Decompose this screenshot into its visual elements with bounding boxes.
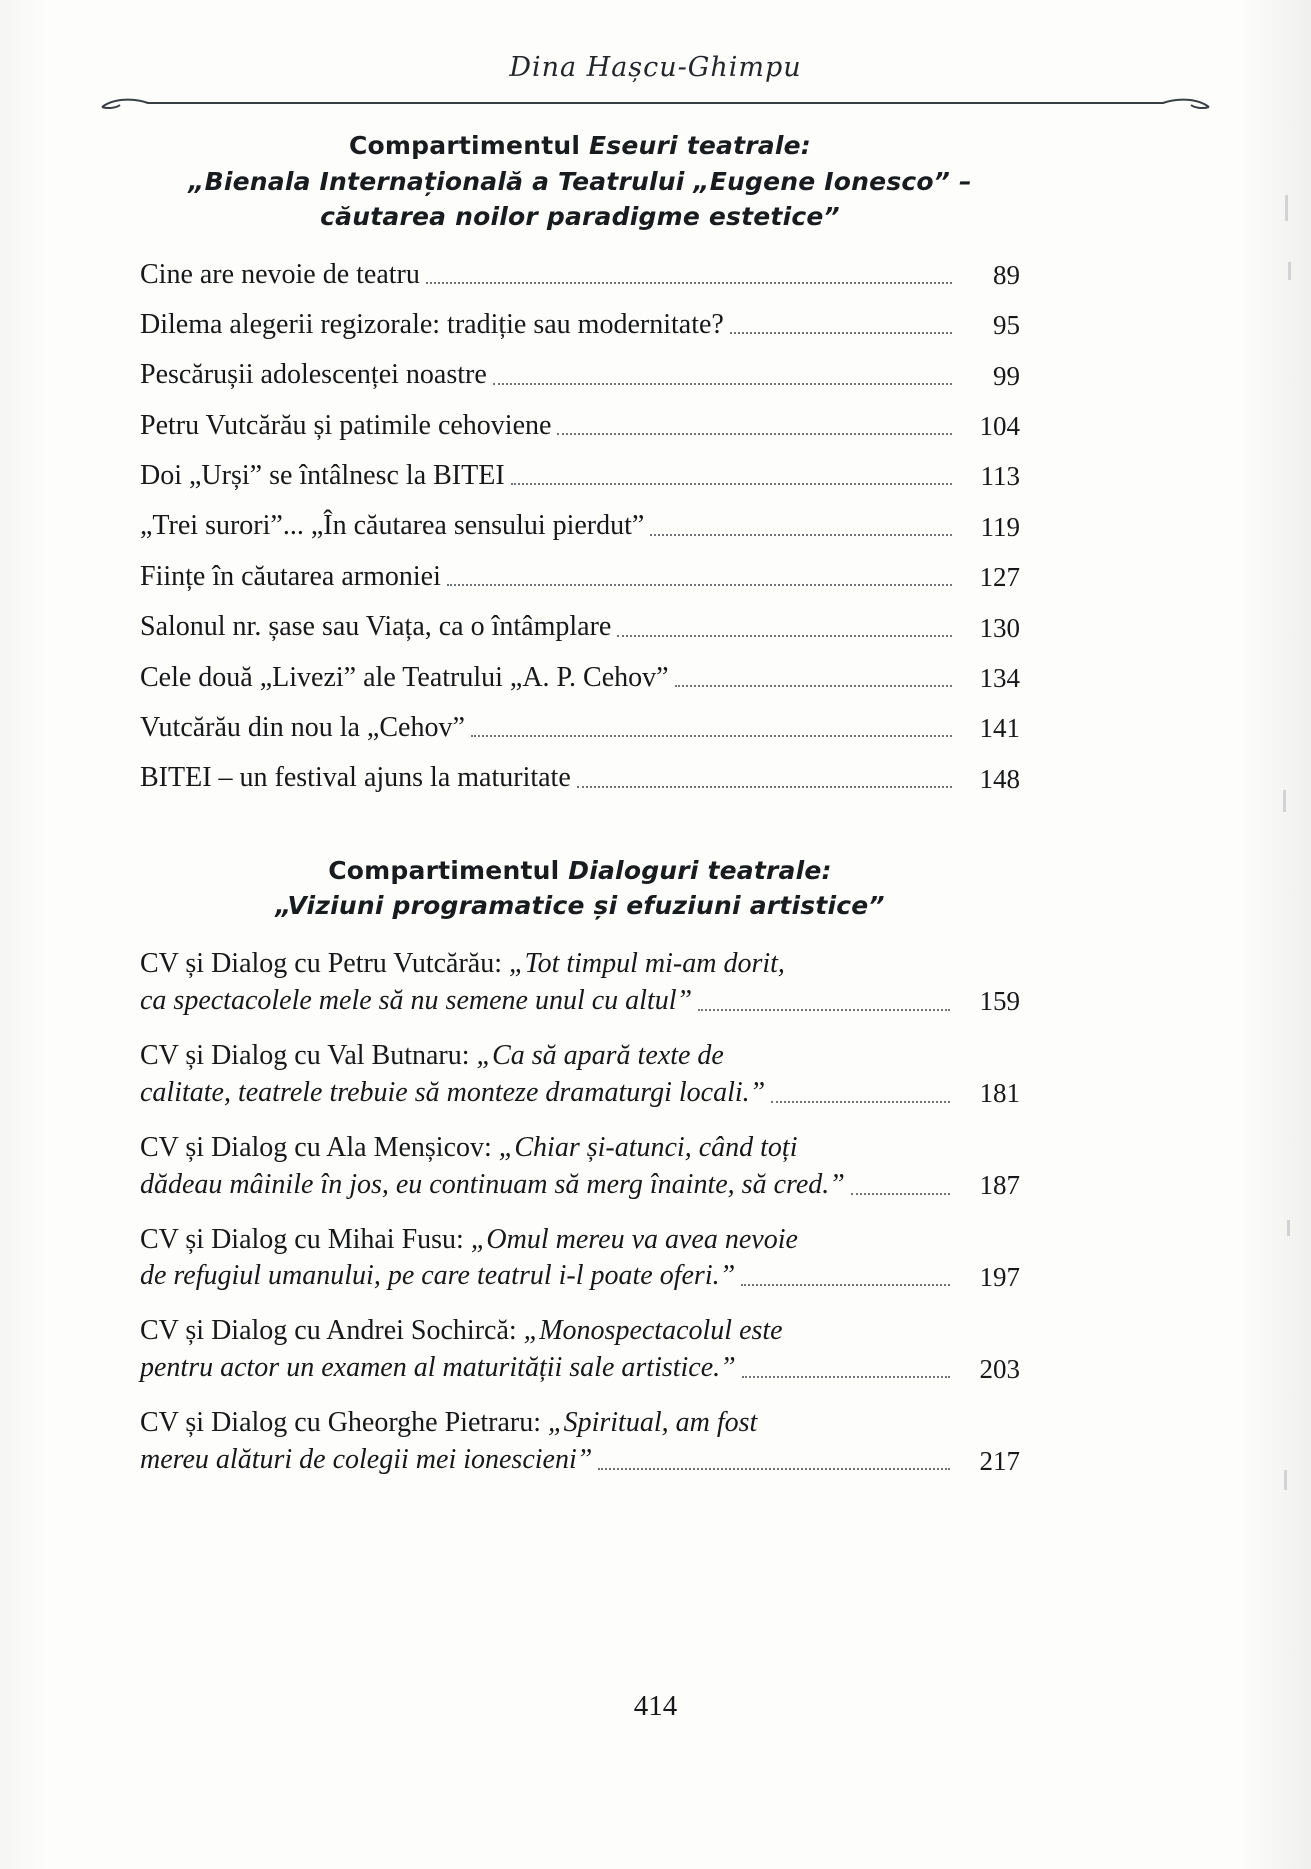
- toc-entry-title: Doi „Urși” se întâlnesc la BITEI: [140, 460, 505, 492]
- scan-artifact: [1283, 790, 1286, 812]
- toc-entry[interactable]: [140, 1222, 1020, 1296]
- toc-entry-label: CV și Dialog cu Val Butnaru:: [140, 1039, 477, 1071]
- toc-leader-dots: [426, 281, 952, 284]
- toc-entry[interactable]: [140, 307, 1020, 343]
- toc-entry[interactable]: [140, 357, 1020, 393]
- toc-leader-dots: [511, 482, 952, 485]
- toc-entry-line-2: [140, 1075, 1020, 1112]
- toc-entry-quote-part-1: „Ca să apară texte de: [476, 1039, 724, 1071]
- toc-entry-page: 127: [979, 562, 1020, 593]
- toc-entry-line-1: [140, 1313, 1020, 1350]
- toc-entry[interactable]: [140, 609, 1020, 645]
- toc-entry-quote-part-1: „Chiar și-atunci, când toți: [498, 1131, 798, 1163]
- toc-entry[interactable]: [140, 760, 1020, 796]
- toc-entry-page: 187: [979, 1169, 1020, 1200]
- toc-entry-page: 113: [980, 461, 1020, 492]
- toc-entry[interactable]: [140, 1130, 1020, 1204]
- section-heading-dialoguri: [140, 853, 1020, 924]
- header-ornament-rule: [100, 96, 1211, 110]
- toc-entry-quote-part-2: pentru actor un examen al maturității sale artistice.”: [140, 1352, 736, 1384]
- toc-entry-quote-part-2: ca spectacolele mele să nu semene unul cu altul”: [140, 984, 693, 1016]
- toc-leader-dots: [771, 1100, 950, 1103]
- toc-entry-line-1: [140, 1130, 1020, 1167]
- ornament-swash-icon: [100, 96, 1211, 110]
- toc-entry-title: Salonul nr. șase sau Viața, ca o întâmplare: [140, 611, 612, 643]
- toc-entry-page: 197: [979, 1261, 1020, 1292]
- toc-leader-dots: [741, 1283, 950, 1286]
- scan-artifact: [1288, 262, 1291, 280]
- toc-entry-page: 119: [980, 511, 1020, 542]
- running-header: [100, 52, 1211, 112]
- section-heading-italic: Eseuri teatrale:: [589, 131, 811, 160]
- page-folio-number: 414: [633, 1690, 678, 1722]
- section-heading-line-1: [140, 128, 1020, 164]
- toc-content: [140, 128, 1020, 1497]
- toc-entry-line-1: [140, 946, 1020, 983]
- toc-entry-quote-part-1: „Monospectacolul este: [523, 1315, 783, 1347]
- toc-leader-dots: [557, 432, 952, 435]
- section-heading-line-1: [140, 853, 1020, 889]
- toc-entry-page: 130: [979, 612, 1020, 643]
- section-heading-prefix: Compartimentul: [349, 131, 590, 160]
- toc-entry-title: BITEI – un festival ajuns la maturitate: [140, 762, 571, 794]
- toc-entry[interactable]: [140, 946, 1020, 1020]
- toc-entry-line-2: [140, 1442, 1020, 1479]
- toc-entry-page: 217: [979, 1445, 1020, 1476]
- toc-entry[interactable]: [140, 408, 1020, 444]
- section-heading-line-2: „Bienala Internațională a Teatrului „Eugene Ionesco” –: [188, 166, 972, 196]
- toc-entry-quote-part-2: mereu alături de colegii mei ionescieni”: [140, 1444, 593, 1476]
- toc-leader-dots: [577, 785, 952, 788]
- toc-entry-quote-part-1: „Tot timpul mi-am dorit,: [509, 947, 785, 979]
- toc-leader-dots: [650, 533, 952, 536]
- toc-entry-title: Dilema alegerii regizorale: tradiție sau modernitate?: [140, 308, 724, 340]
- toc-entry-page: 159: [979, 986, 1020, 1017]
- toc-entry-line-1: [140, 1038, 1020, 1075]
- toc-leader-dots: [675, 684, 952, 687]
- toc-entry-label: CV și Dialog cu Mihai Fusu:: [140, 1223, 471, 1255]
- toc-entry-line-2: [140, 1258, 1020, 1295]
- toc-entry-label: CV și Dialog cu Andrei Sochircă:: [140, 1315, 524, 1347]
- scan-artifact: [1285, 195, 1288, 221]
- toc-leader-dots: [471, 734, 952, 737]
- toc-entry-page: 181: [979, 1077, 1020, 1108]
- toc-entry[interactable]: [140, 458, 1020, 494]
- toc-entry-title: Petru Vutcărău și patimile cehoviene: [140, 409, 552, 441]
- toc-entry-page: 141: [979, 713, 1020, 744]
- toc-leader-dots: [493, 382, 952, 385]
- toc-entry-line-2: [140, 1350, 1020, 1387]
- toc-entry-page: 89: [993, 259, 1020, 290]
- toc-entry-quote-part-1: „Omul mereu va avea nevoie: [470, 1223, 798, 1255]
- section-heading-line-3: căutarea noilor paradigme estetice”: [320, 202, 840, 231]
- toc-leader-dots: [598, 1467, 950, 1470]
- header-author-name: Dina Hașcu-Ghimpu: [509, 52, 802, 83]
- toc-list-eseuri: [140, 257, 1020, 797]
- toc-leader-dots: [617, 634, 952, 637]
- toc-entry-quote-part-2: dădeau mâinile în jos, eu continuam să merg înainte, să cred.”: [140, 1168, 845, 1200]
- toc-entry-line-1: [140, 1405, 1020, 1442]
- toc-leader-dots: [698, 1008, 950, 1011]
- toc-entry[interactable]: [140, 257, 1020, 293]
- toc-entry-title: Ființe în căutarea armoniei: [140, 560, 441, 592]
- toc-entry-line-2: [140, 1167, 1020, 1204]
- toc-entry[interactable]: [140, 1405, 1020, 1479]
- toc-entry[interactable]: [140, 1313, 1020, 1387]
- toc-entry-title: Cine are nevoie de teatru: [140, 258, 420, 290]
- section-heading-italic: Dialoguri teatrale:: [568, 855, 832, 885]
- toc-entry-label: CV și Dialog cu Petru Vutcărău:: [140, 947, 510, 979]
- toc-leader-dots: [742, 1375, 950, 1378]
- toc-entry-title: Cele două „Livezi” ale Teatrului „A. P. Cehov”: [140, 661, 669, 693]
- toc-entry-page: 95: [993, 310, 1020, 341]
- section-heading-eseuri: [140, 128, 1020, 235]
- section-heading-line-2: „Viziuni programatice și efuziuni artistice”: [275, 891, 885, 921]
- toc-entry[interactable]: [140, 559, 1020, 595]
- toc-entry-title: Pescărușii adolescenței noastre: [140, 359, 487, 391]
- toc-entry-page: 104: [979, 410, 1020, 441]
- toc-entry-quote-part-2: de refugiul umanului, pe care teatrul i-l poate oferi.”: [140, 1260, 736, 1292]
- toc-entry[interactable]: [140, 660, 1020, 696]
- toc-entry-line-1: [140, 1222, 1020, 1259]
- toc-entry-quote-part-1: „Spiritual, am fost: [548, 1407, 758, 1439]
- toc-entry-page: 148: [979, 763, 1020, 794]
- toc-entry-page: 99: [993, 360, 1020, 391]
- toc-entry-page: 134: [979, 662, 1020, 693]
- toc-entry-page: 203: [979, 1353, 1020, 1384]
- toc-entry-line-2: [140, 983, 1020, 1020]
- toc-leader-dots: [730, 331, 952, 334]
- toc-leader-dots: [851, 1192, 950, 1195]
- toc-list-dialoguri: [140, 946, 1020, 1479]
- scan-artifact: [1287, 1220, 1290, 1236]
- toc-entry-title: Vutcărău din nou la „Cehov”: [140, 712, 465, 744]
- scan-artifact: [1284, 1470, 1287, 1490]
- toc-entry-label: CV și Dialog cu Ala Menșicov:: [140, 1131, 499, 1163]
- toc-entry-quote-part-2: calitate, teatrele trebuie să monteze dramaturgi locali.”: [140, 1076, 766, 1108]
- toc-entry[interactable]: [140, 710, 1020, 746]
- toc-leader-dots: [447, 583, 952, 586]
- toc-entry-label: CV și Dialog cu Gheorghe Pietraru:: [140, 1407, 549, 1439]
- toc-entry[interactable]: [140, 1038, 1020, 1112]
- section-heading-prefix: Compartimentul: [328, 855, 569, 885]
- toc-entry-title: „Trei surori”... „În căutarea sensului pierdut”: [140, 510, 645, 542]
- toc-entry[interactable]: [140, 508, 1020, 544]
